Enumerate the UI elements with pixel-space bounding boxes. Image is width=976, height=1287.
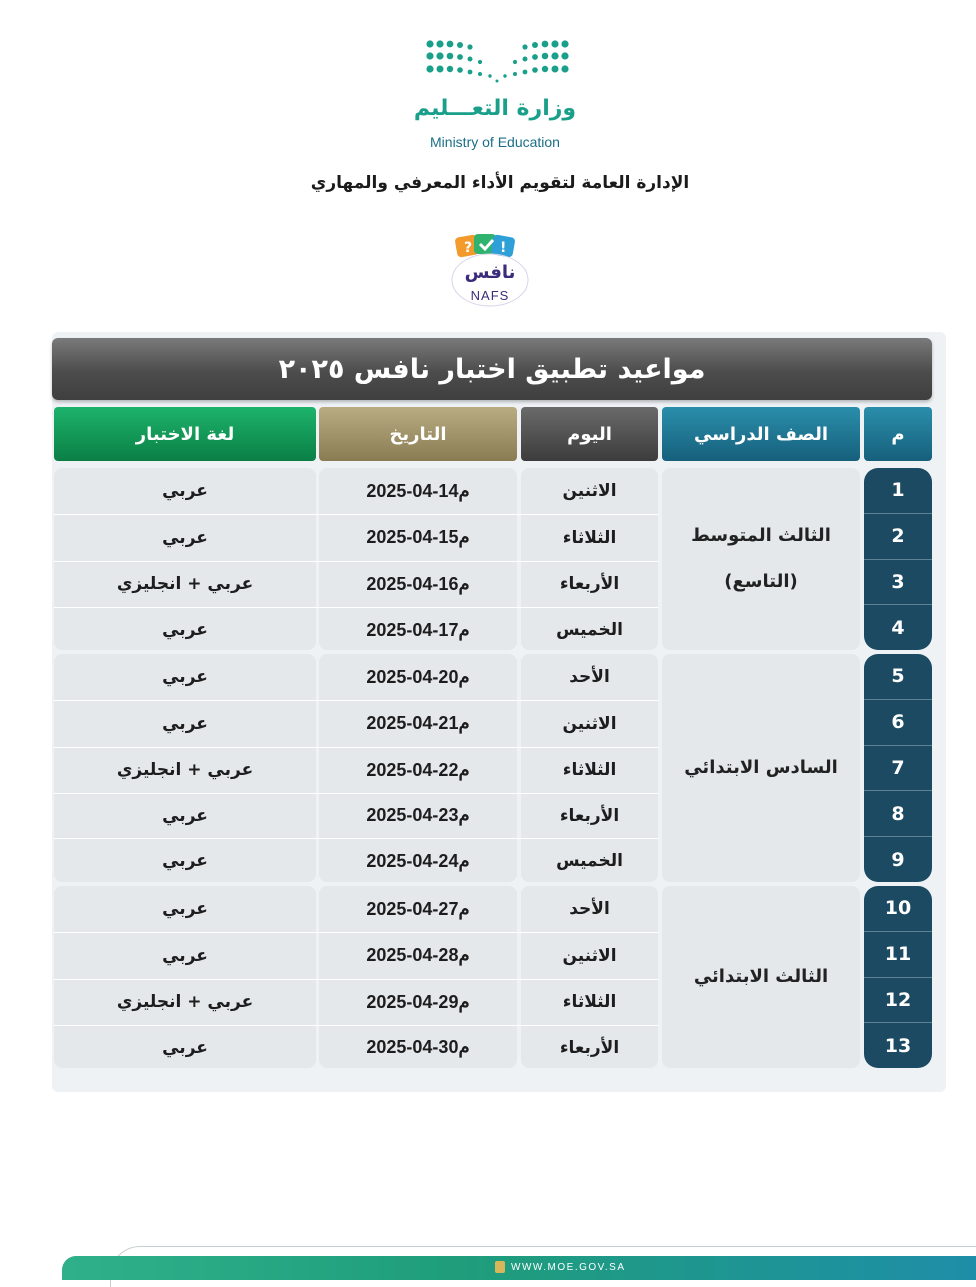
column-header-number: م — [864, 407, 932, 461]
row-day: الأربعاء — [559, 805, 620, 826]
row-number: 5 — [864, 654, 932, 700]
row-number: 3 — [864, 560, 932, 606]
row-language: عربي — [162, 805, 208, 826]
row-language: عربي + انجليزي — [116, 992, 254, 1012]
row-day: الثلاثاء — [562, 527, 617, 548]
row-date: 2025-04-21م — [366, 713, 470, 733]
ministry-logo — [410, 38, 580, 158]
row-day: الثلاثاء — [562, 992, 617, 1012]
column-header-day: اليوم — [521, 407, 658, 461]
department-title: الإدارة العامة لتقويم الأداء المعرفي والمهاري — [310, 173, 690, 193]
row-number: 1 — [864, 468, 932, 514]
row-day: الأربعاء — [559, 574, 620, 594]
grade-cell-group-1 — [662, 468, 860, 650]
row-date: 2025-04-22م — [366, 759, 470, 780]
row-number: 9 — [891, 848, 905, 871]
row-number: 6 — [864, 700, 932, 746]
row-number: 7 — [864, 746, 932, 792]
svg-text:!: ! — [500, 240, 507, 256]
row-language: عربي — [162, 1037, 208, 1058]
row-date: 2025-04-15م — [366, 527, 470, 547]
row-language: عربي — [162, 527, 208, 548]
row-day: الأربعاء — [559, 1037, 620, 1058]
row-number: 10 — [864, 886, 932, 932]
row-date: 2025-04-29م — [366, 991, 470, 1012]
ministry-name-arabic: وزارة التعـــليم — [413, 96, 577, 121]
grade-alt-name: (التاسع) — [724, 571, 798, 592]
column-header-grade: الصف الدراسي — [662, 407, 860, 461]
footer-website[interactable] — [495, 1261, 645, 1273]
nafs-name-arabic: نافس — [464, 262, 516, 283]
number-column-group-1 — [864, 468, 932, 650]
row-language: عربي — [162, 945, 208, 966]
number-column-group-3 — [864, 886, 932, 1068]
website-url[interactable]: WWW.MOE.GOV.SA — [511, 1261, 626, 1273]
row-language: عربي — [162, 851, 208, 871]
row-language: عربي — [162, 713, 208, 734]
row-number: 4 — [891, 616, 905, 639]
moe-icon — [495, 1261, 505, 1273]
table-title: مواعيد تطبيق اختبار نافس ٢٠٢٥ — [52, 338, 932, 400]
row-date: 2025-04-30م — [366, 1037, 470, 1057]
svg-text:?: ? — [464, 240, 473, 256]
row-number: 12 — [864, 978, 932, 1024]
row-day: الأحد — [569, 899, 610, 919]
row-date: 2025-04-14م — [366, 480, 470, 501]
row-date: 2025-04-23م — [366, 805, 470, 825]
row-language: عربي — [162, 899, 208, 919]
row-date: 2025-04-20م — [366, 666, 470, 687]
row-date: 2025-04-16م — [366, 573, 470, 594]
row-language: عربي + انجليزي — [116, 574, 254, 594]
row-day: الاثنين — [562, 945, 617, 966]
column-header-date: التاريخ — [319, 407, 517, 461]
grade-cell-group-2 — [662, 654, 860, 882]
row-number: 13 — [884, 1034, 912, 1057]
row-language: عربي — [162, 620, 208, 640]
row-date: 2025-04-28م — [366, 945, 470, 965]
row-day: الخميس — [556, 620, 623, 640]
grade-cell-group-3 — [662, 886, 860, 1068]
row-day: الثلاثاء — [562, 760, 617, 780]
row-language: عربي — [162, 667, 208, 687]
grade-name: السادس الابتدائي — [684, 757, 838, 778]
ministry-name-english: Ministry of Education — [430, 134, 560, 150]
row-day: الاثنين — [562, 481, 617, 501]
row-date: 2025-04-27م — [366, 898, 470, 919]
row-language: عربي — [162, 481, 208, 501]
row-date: 2025-04-17م — [366, 619, 470, 640]
row-number: 8 — [864, 791, 932, 837]
row-number: 11 — [864, 932, 932, 978]
column-header-language: لغة الاختبار — [54, 407, 316, 461]
row-day: الاثنين — [562, 713, 617, 734]
number-column-group-2 — [864, 654, 932, 882]
ministry-dots-icon — [420, 38, 575, 83]
row-day: الأحد — [569, 667, 610, 687]
row-language: عربي + انجليزي — [116, 760, 254, 780]
row-number: 2 — [864, 514, 932, 560]
row-day: الخميس — [556, 851, 623, 871]
grade-name: الثالث المتوسط — [691, 525, 831, 546]
nafs-name-english: NAFS — [470, 288, 510, 303]
row-date: 2025-04-24م — [366, 850, 470, 871]
grade-name: الثالث الابتدائي — [693, 966, 829, 987]
